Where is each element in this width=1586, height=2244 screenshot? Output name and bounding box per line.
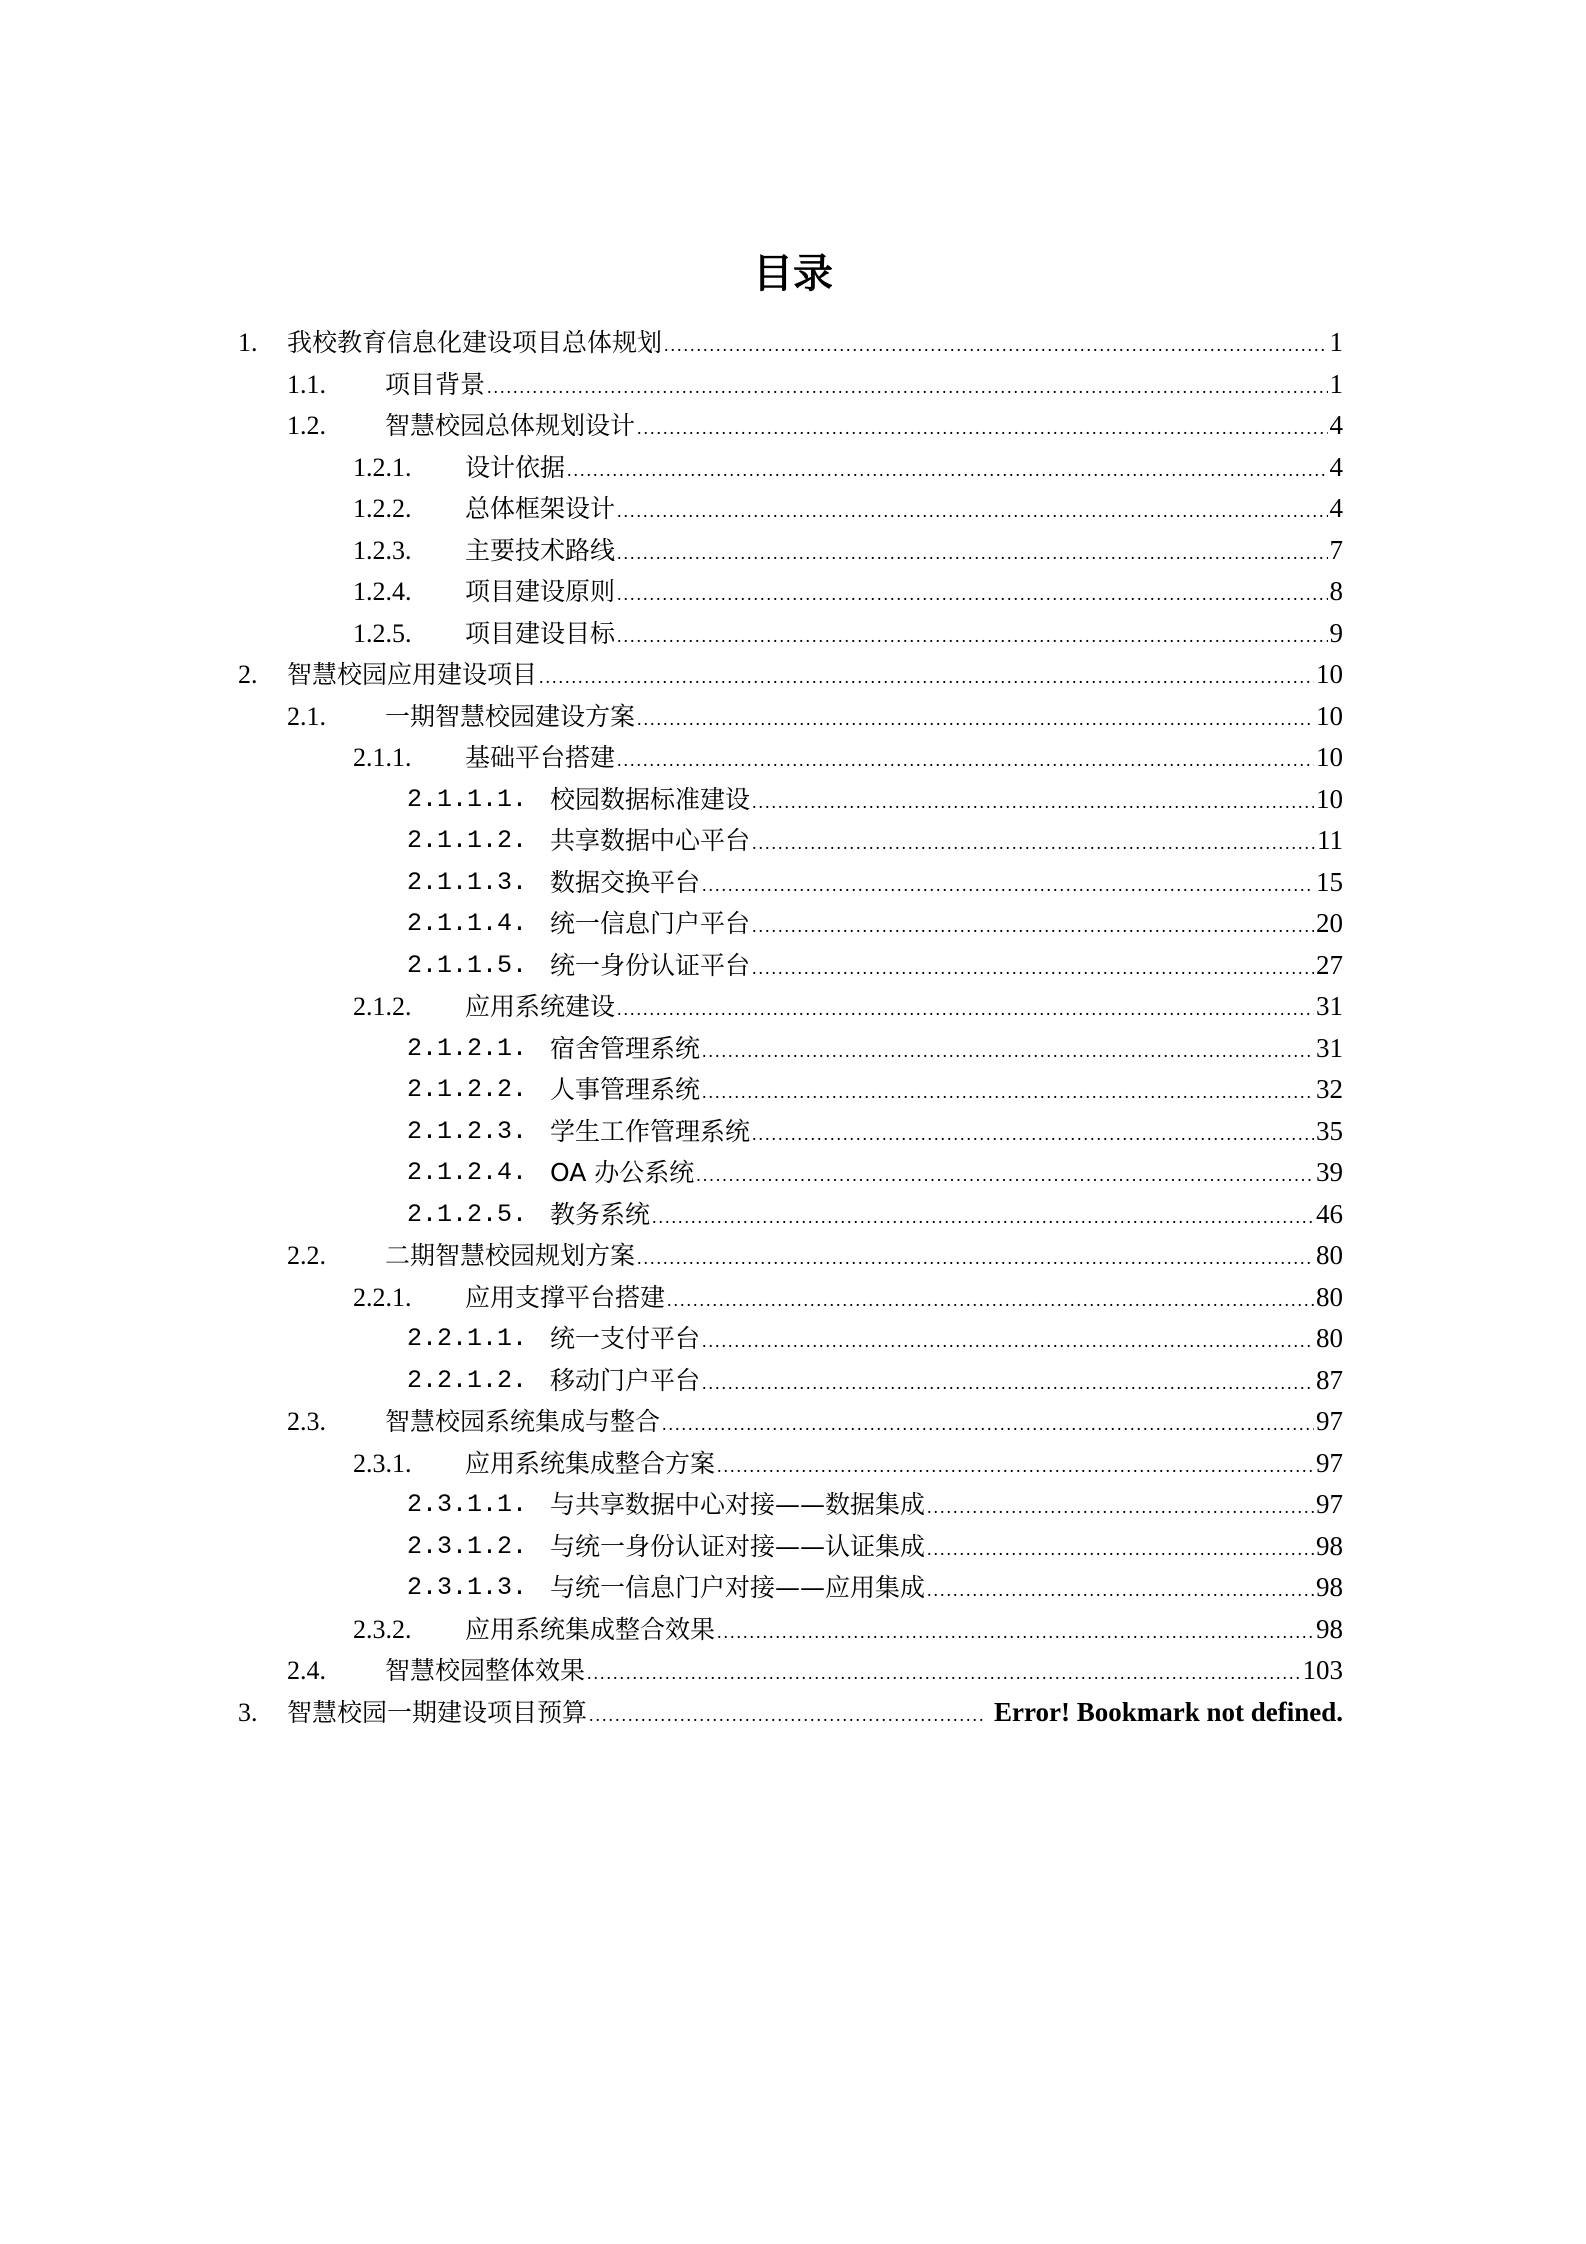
toc-entry-page: 97 [1316,1489,1343,1519]
dot-leader [617,740,1314,782]
toc-entry-page: 80 [1316,1240,1343,1270]
toc-entry[interactable] [0,1443,1586,1485]
toc-entry-page: 4 [1329,493,1343,523]
toc-entry[interactable] [0,696,1586,738]
toc-entry[interactable] [0,1318,1586,1360]
dot-leader [587,1653,1300,1695]
toc-entry-number: 2.1.2.1. [407,1033,528,1063]
dot-leader [487,367,1327,409]
toc-entry-page: 20 [1316,908,1343,938]
dot-leader [652,1197,1314,1239]
toc-entry-text: 与共享数据中心对接——数据集成 [550,1490,926,1519]
bookmark-error-text: Error! Bookmark not defined. [994,1696,1343,1727]
toc-entry-text: 一期智慧校园建设方案 [385,701,636,731]
toc-entry-page: 103 [1302,1655,1343,1685]
toc-entry-number: 1.1. [287,369,326,399]
dot-leader [927,1529,1314,1571]
toc-entry-page: 35 [1316,1115,1343,1146]
toc-entry[interactable] [0,405,1586,447]
toc-entry-number: 1.2.1. [353,452,412,482]
toc-entry-text: 基础平台搭建 [465,743,616,772]
toc-entry-text: 项目建设原则 [465,577,616,606]
toc-entry-number: 2.2.1.2. [407,1365,528,1395]
dot-leader [617,491,1327,533]
toc-entry-text: 智慧校园一期建设项目预算 [287,1697,588,1727]
toc-entry-number: 2.3.1.2. [407,1531,528,1561]
toc-entry[interactable] [0,1028,1586,1070]
toc-entry-page: 46 [1316,1198,1343,1229]
dot-leader [927,1487,1314,1529]
dot-leader [667,1280,1314,1322]
toc-entry[interactable] [0,1152,1586,1194]
dot-leader [664,325,1327,367]
toc-entry-page: 10 [1316,742,1343,772]
dot-leader [927,1570,1314,1612]
toc-entry[interactable] [0,779,1586,821]
toc-entry-text: 学生工作管理系统 [550,1116,751,1146]
toc-entry-text: 教务系统 [550,1199,651,1229]
toc-entry[interactable] [0,1360,1586,1402]
toc-entry-number: 2.1.1.3. [407,867,528,897]
toc-entry[interactable] [0,530,1586,572]
toc-entry-text: 与统一信息门户对接——应用集成 [550,1573,926,1602]
toc-entry-number: 2.2.1.1. [407,1324,528,1353]
toc-entry[interactable] [0,447,1586,489]
dot-leader [752,948,1314,990]
toc-entry[interactable] [0,862,1586,904]
toc-entry[interactable] [0,322,1586,364]
toc-entry-page: 80 [1316,1281,1343,1312]
toc-entry-text: 宿舍管理系统 [550,1033,701,1063]
toc-entry[interactable] [0,820,1586,862]
toc-entry-text: 智慧校园应用建设项目 [287,660,538,689]
toc-entry-text: 与统一身份认证对接——认证集成 [550,1531,926,1561]
toc-entry-text: 智慧校园整体效果 [385,1656,586,1685]
toc-entry-number: 2.1.2.5. [407,1199,528,1229]
toc-entry[interactable] [0,488,1586,530]
toc-entry-page: 98 [1316,1572,1343,1602]
dot-leader [752,823,1315,865]
dot-leader [702,1072,1314,1114]
toc-entry-number: 2.3.1. [353,1448,412,1478]
toc-entry[interactable] [0,945,1586,987]
toc-entry-text: OA 办公系统 [550,1158,695,1187]
toc-entry-page: 1 [1329,327,1343,357]
toc-entry-text: 移动门户平台 [550,1365,701,1395]
dot-leader [717,1446,1314,1488]
toc-entry-number: 2.1.1.2. [407,826,528,855]
toc-entry-page: 27 [1316,949,1343,980]
toc-entry-page: 10 [1316,783,1343,814]
toc-entry[interactable] [0,613,1586,655]
toc-entry[interactable] [0,737,1586,779]
dot-leader [696,1155,1314,1197]
toc-entry-number: 1.2.2. [353,494,412,523]
toc-entry-page: 4 [1329,451,1343,482]
toc-entry-text: 应用系统集成整合效果 [465,1614,716,1644]
dot-leader [752,1114,1314,1156]
toc-entry-page: 97 [1316,1447,1343,1478]
table-of-contents [0,322,1586,1733]
toc-entry[interactable] [0,654,1586,696]
toc-entry-number: 2.4. [287,1656,326,1685]
toc-entry[interactable] [0,1194,1586,1236]
toc-entry[interactable] [0,1401,1586,1443]
dot-leader [617,533,1327,575]
toc-entry-number: 2.1.2.4. [407,1158,528,1187]
toc-entry-page: 8 [1329,576,1343,606]
dot-leader [637,408,1327,450]
toc-entry-text: 校园数据标准建设 [550,784,751,814]
toc-entry[interactable] [0,1609,1586,1651]
toc-entry-text: 应用系统建设 [465,992,616,1021]
toc-entry-page: 4 [1329,410,1343,440]
toc-entry-page: 31 [1316,1032,1343,1063]
toc-entry-text: 共享数据中心平台 [550,826,751,855]
toc-entry[interactable] [0,1235,1586,1277]
toc-entry-number: 1.2.4. [353,577,412,606]
dot-leader [617,616,1327,658]
toc-entry-number: 2.3.1.3. [407,1573,528,1602]
toc-entry-text: 项目建设目标 [465,618,616,648]
toc-entry-number: 2.1.1.1. [407,784,528,814]
toc-entry-number: 2.1.2. [353,992,412,1021]
dot-leader [717,1612,1314,1654]
toc-entry[interactable] [0,1277,1586,1319]
toc-entry-page: 10 [1316,659,1343,689]
toc-entry-number: 3. [238,1697,258,1727]
toc-entry[interactable] [0,571,1586,613]
toc-entry-page: 97 [1316,1406,1343,1436]
dot-leader [702,1031,1314,1073]
dot-leader [617,989,1314,1031]
dot-leader [589,1695,986,1737]
toc-entry-text: 设计依据 [465,452,566,482]
toc-entry-text: 总体框架设计 [465,494,616,523]
toc-entry[interactable] [0,1111,1586,1153]
toc-entry-text: 二期智慧校园规划方案 [385,1241,636,1270]
toc-entry-number: 2.1.2.2. [407,1075,528,1104]
toc-entry-text: 项目背景 [385,369,486,399]
toc-entry-number: 1.2. [287,411,326,440]
dot-leader [617,574,1327,616]
dot-leader [752,906,1314,948]
toc-entry[interactable] [0,1650,1586,1692]
dot-leader [702,865,1314,907]
toc-entry-text: 统一信息门户平台 [550,909,751,938]
toc-entry-text: 应用支撑平台搭建 [465,1282,666,1312]
dot-leader [662,1404,1314,1446]
toc-entry-text: 数据交换平台 [550,867,701,897]
toc-entry-number: 2.2.1. [353,1282,412,1312]
toc-entry-number: 2.1.1.4. [407,909,528,938]
toc-entry-text: 主要技术路线 [465,535,616,565]
toc-entry-number: 2.1.1. [353,743,412,772]
toc-entry[interactable] [0,1069,1586,1111]
toc-entry[interactable] [0,986,1586,1028]
toc-entry-number: 2.1. [287,701,326,731]
toc-entry[interactable] [0,1526,1586,1568]
toc-title: 目录 [753,251,833,297]
toc-entry-page: 15 [1316,866,1343,897]
toc-entry-text: 统一身份认证平台 [550,950,751,980]
toc-entry[interactable] [0,1484,1586,1526]
dot-leader [702,1363,1314,1405]
toc-entry-number: 2.3.1.1. [407,1490,528,1519]
toc-entry-page: 10 [1316,700,1343,731]
toc-entry[interactable] [0,364,1586,406]
toc-entry-number: 2.3. [287,1407,326,1436]
dot-leader [752,782,1314,824]
dot-leader [539,657,1314,699]
toc-entry-number: 2.1.1.5. [407,950,528,980]
toc-entry[interactable] [0,1692,1586,1734]
toc-entry-page: 7 [1329,534,1343,565]
toc-entry-page: 98 [1316,1530,1343,1561]
toc-entry-page: 31 [1316,991,1343,1021]
toc-entry-text: 人事管理系统 [550,1075,701,1104]
toc-entry[interactable] [0,903,1586,945]
toc-entry-page: 1 [1329,368,1343,399]
toc-entry-text: 应用系统集成整合方案 [465,1448,716,1478]
toc-entry-number: 1. [238,328,258,357]
toc-entry-number: 2.2. [287,1241,326,1270]
toc-entry-text: 我校教育信息化建设项目总体规划 [287,328,663,357]
toc-entry-page: 32 [1316,1074,1343,1104]
toc-entry-number: 1.2.5. [353,618,412,648]
toc-entry-page: 98 [1316,1613,1343,1644]
toc-entry-number: 2.3.2. [353,1614,412,1644]
dot-leader [702,1321,1314,1363]
dot-leader [637,699,1314,741]
toc-entry-page: 9 [1329,617,1343,648]
toc-entry-number: 2.1.2.3. [407,1116,528,1146]
toc-entry-page: 39 [1316,1157,1343,1187]
toc-entry-page: 80 [1316,1323,1343,1353]
toc-entry-page: 11 [1317,825,1343,855]
toc-entry-text: 智慧校园系统集成与整合 [385,1407,661,1436]
dot-leader [567,450,1327,492]
toc-entry-text: 统一支付平台 [550,1324,701,1353]
toc-entry-number: 2. [238,660,258,689]
toc-entry[interactable] [0,1567,1586,1609]
toc-entry-page: 87 [1316,1364,1343,1395]
toc-entry-text: 智慧校园总体规划设计 [385,411,636,440]
dot-leader [637,1238,1314,1280]
toc-entry-number: 1.2.3. [353,535,412,565]
